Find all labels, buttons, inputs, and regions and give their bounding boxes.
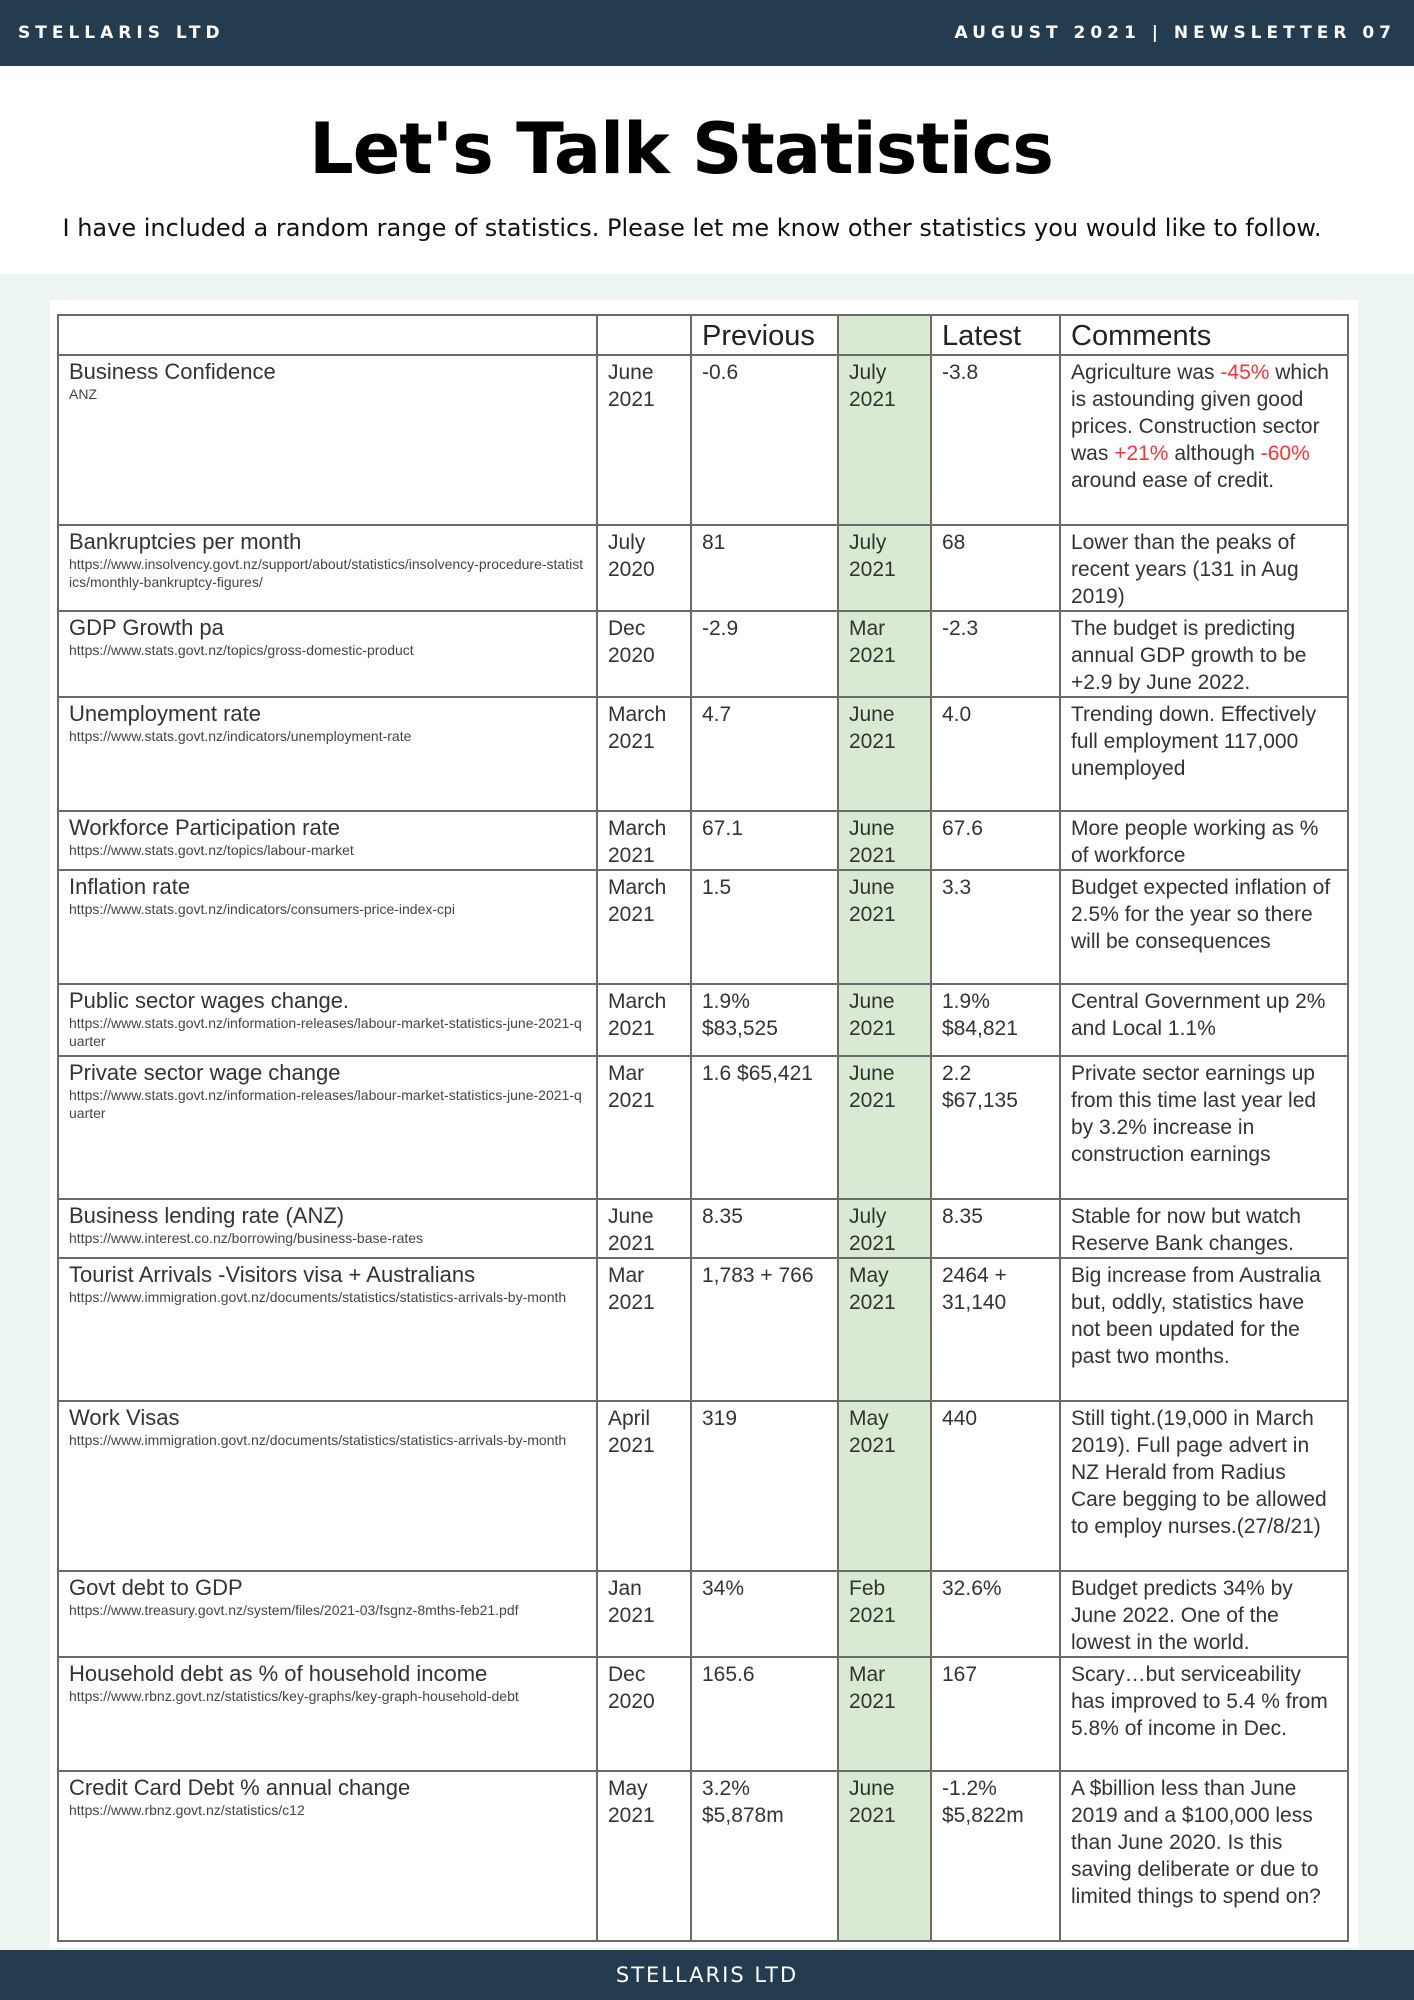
footer-bar bbox=[0, 1950, 1414, 2000]
statistic-source: https://www.rbnz.govt.nz/statistics/key-graphs/key-graph-household-debt bbox=[69, 1688, 519, 1704]
previous-value-cell: 1.9% $83,525 bbox=[691, 984, 838, 1056]
statistic-name: Workforce Participation rate bbox=[69, 815, 341, 840]
previous-value-cell: 1.5 bbox=[691, 870, 838, 984]
comment-cell: The budget is predicting annual GDP growth to be +2.9 by June 2022. bbox=[1060, 611, 1348, 697]
latest-date-cell: June 2021 bbox=[838, 984, 931, 1056]
latest-date-cell: June 2021 bbox=[838, 870, 931, 984]
latest-date-cell: Mar 2021 bbox=[838, 611, 931, 697]
previous-value-cell: 8.35 bbox=[691, 1199, 838, 1258]
statistic-name: Business lending rate (ANZ) bbox=[69, 1203, 345, 1228]
statistic-source: https://www.rbnz.govt.nz/statistics/c12 bbox=[69, 1802, 305, 1818]
table-row bbox=[58, 1056, 1348, 1199]
statistic-cell bbox=[58, 984, 597, 1056]
latest-date-cell: July 2021 bbox=[838, 525, 931, 611]
previous-date-cell: Dec 2020 bbox=[597, 611, 691, 697]
statistic-source: ANZ bbox=[69, 386, 97, 402]
comment-cell: More people working as % of workforce bbox=[1060, 811, 1348, 870]
previous-date-cell: July 2020 bbox=[597, 525, 691, 611]
statistic-source: https://www.stats.govt.nz/indicators/unemployment-rate bbox=[69, 728, 412, 744]
table-row bbox=[58, 1199, 1348, 1258]
latest-value-cell: 2.2 $67,135 bbox=[931, 1056, 1060, 1199]
statistic-cell bbox=[58, 1401, 597, 1571]
latest-value-cell: -3.8 bbox=[931, 355, 1060, 525]
latest-value-cell: 32.6% bbox=[931, 1571, 1060, 1657]
latest-value-cell: -2.3 bbox=[931, 611, 1060, 697]
statistic-name: Household debt as % of household income bbox=[69, 1661, 488, 1686]
previous-value-cell: 3.2% $5,878m bbox=[691, 1771, 838, 1941]
comment-cell: Budget expected inflation of 2.5% for the year so there will be consequences bbox=[1060, 870, 1348, 984]
issue-label: AUGUST 2021 | NEWSLETTER 07 bbox=[954, 23, 1396, 43]
table-row bbox=[58, 1258, 1348, 1401]
comment-cell: Budget predicts 34% by June 2022. One of the lowest in the world. bbox=[1060, 1571, 1348, 1657]
previous-value-cell: 4.7 bbox=[691, 697, 838, 811]
comment-part: Agriculture was bbox=[1071, 361, 1221, 384]
latest-value-cell: 440 bbox=[931, 1401, 1060, 1571]
statistic-name: Private sector wage change bbox=[69, 1060, 341, 1085]
previous-date-cell: Mar 2021 bbox=[597, 1056, 691, 1199]
header-latest-date bbox=[838, 315, 931, 355]
statistic-source: https://www.stats.govt.nz/topics/gross-domestic-product bbox=[69, 642, 414, 658]
previous-date-cell: April 2021 bbox=[597, 1401, 691, 1571]
statistic-source: https://www.immigration.govt.nz/documents/statistics/statistics-arrivals-by-month bbox=[69, 1289, 567, 1305]
table-row bbox=[58, 697, 1348, 811]
latest-value-cell: 167 bbox=[931, 1657, 1060, 1771]
comment-cell: Private sector earnings up from this time last year led by 3.2% increase in construction earnings bbox=[1060, 1056, 1348, 1199]
latest-date-cell: July 2021 bbox=[838, 1199, 931, 1258]
previous-date-cell: March 2021 bbox=[597, 984, 691, 1056]
comment-part: -60% bbox=[1260, 442, 1310, 465]
header-latest: Latest bbox=[931, 315, 1060, 355]
statistic-name: Govt debt to GDP bbox=[69, 1575, 243, 1600]
statistic-name: Credit Card Debt % annual change bbox=[69, 1775, 411, 1800]
table-row bbox=[58, 984, 1348, 1056]
statistic-source: https://www.stats.govt.nz/topics/labour-market bbox=[69, 842, 354, 858]
latest-date-cell: June 2021 bbox=[838, 1056, 931, 1199]
table-row bbox=[58, 611, 1348, 697]
previous-value-cell: 165.6 bbox=[691, 1657, 838, 1771]
latest-date-cell: Mar 2021 bbox=[838, 1657, 931, 1771]
previous-date-cell: Jan 2021 bbox=[597, 1571, 691, 1657]
statistic-source: https://www.immigration.govt.nz/documents/statistics/statistics-arrivals-by-month bbox=[69, 1432, 567, 1448]
previous-date-cell: March 2021 bbox=[597, 811, 691, 870]
previous-date-cell: May 2021 bbox=[597, 1771, 691, 1941]
previous-date-cell: March 2021 bbox=[597, 870, 691, 984]
latest-value-cell: 4.0 bbox=[931, 697, 1060, 811]
statistic-name: Inflation rate bbox=[69, 874, 191, 899]
comment-part: -45% bbox=[1220, 361, 1270, 384]
latest-date-cell: May 2021 bbox=[838, 1258, 931, 1401]
latest-date-cell: June 2021 bbox=[838, 1771, 931, 1941]
comment-cell: Stable for now but watch Reserve Bank changes. bbox=[1060, 1199, 1348, 1258]
comment-part: although bbox=[1168, 442, 1261, 465]
statistic-cell bbox=[58, 1258, 597, 1401]
latest-date-cell: June 2021 bbox=[838, 811, 931, 870]
statistic-cell bbox=[58, 1657, 597, 1771]
statistic-source: https://www.stats.govt.nz/information-releases/labour-market-statistics-june-2021-quarter bbox=[69, 1087, 582, 1121]
table-row bbox=[58, 1571, 1348, 1657]
table-row bbox=[58, 355, 1348, 525]
table-row bbox=[58, 811, 1348, 870]
statistic-cell bbox=[58, 1571, 597, 1657]
statistic-name: Public sector wages change. bbox=[69, 988, 350, 1013]
top-bar bbox=[0, 0, 1414, 66]
statistic-cell bbox=[58, 1199, 597, 1258]
statistic-name: Unemployment rate bbox=[69, 701, 261, 726]
comment-cell: Big increase from Australia but, oddly, statistics have not been updated for the past two months. bbox=[1060, 1258, 1348, 1401]
previous-value-cell: 67.1 bbox=[691, 811, 838, 870]
statistic-cell bbox=[58, 1771, 597, 1941]
latest-value-cell: 8.35 bbox=[931, 1199, 1060, 1258]
latest-date-cell: Feb 2021 bbox=[838, 1571, 931, 1657]
table-row bbox=[58, 1771, 1348, 1941]
latest-value-cell: 3.3 bbox=[931, 870, 1060, 984]
statistic-cell bbox=[58, 870, 597, 984]
comment-cell: Still tight.(19,000 in March 2019). Full page advert in NZ Herald from Radius Care begging to be allowed to employ nurses.(27/8/21) bbox=[1060, 1401, 1348, 1571]
previous-date-cell: Dec 2020 bbox=[597, 1657, 691, 1771]
table-row bbox=[58, 870, 1348, 984]
table-row bbox=[58, 1657, 1348, 1771]
statistic-name: Work Visas bbox=[69, 1405, 180, 1430]
latest-date-cell: July 2021 bbox=[838, 355, 931, 525]
statistic-source: https://www.stats.govt.nz/information-releases/labour-market-statistics-june-2021-quarter bbox=[69, 1015, 582, 1049]
previous-value-cell: 1.6 $65,421 bbox=[691, 1056, 838, 1199]
header-statistic bbox=[58, 315, 597, 355]
table-header-row bbox=[58, 315, 1348, 355]
statistic-cell bbox=[58, 611, 597, 697]
comment-part: which is astounding given good prices. Construction sector was bbox=[1071, 361, 1329, 465]
latest-value-cell: 1.9% $84,821 bbox=[931, 984, 1060, 1056]
latest-value-cell: 67.6 bbox=[931, 811, 1060, 870]
latest-value-cell: 2464 + 31,140 bbox=[931, 1258, 1060, 1401]
comment-cell bbox=[1060, 355, 1348, 525]
latest-value-cell: -1.2% $5,822m bbox=[931, 1771, 1060, 1941]
latest-value-cell: 68 bbox=[931, 525, 1060, 611]
header-previous: Previous bbox=[691, 315, 838, 355]
previous-value-cell: 1,783 + 766 bbox=[691, 1258, 838, 1401]
comment-cell: Scary…but serviceability has improved to 5.4 % from 5.8% of income in Dec. bbox=[1060, 1657, 1348, 1771]
statistic-name: GDP Growth pa bbox=[69, 615, 224, 640]
comment-cell: A $billion less than June 2019 and a $100,000 less than June 2020. Is this saving deliberate or due to limited things to spend on? bbox=[1060, 1771, 1348, 1941]
statistic-cell bbox=[58, 1056, 597, 1199]
statistic-cell bbox=[58, 355, 597, 525]
statistic-name: Business Confidence bbox=[69, 359, 276, 384]
statistic-name: Tourist Arrivals -Visitors visa + Australians bbox=[69, 1262, 476, 1287]
table-row bbox=[58, 525, 1348, 611]
previous-value-cell: 319 bbox=[691, 1401, 838, 1571]
statistic-source: https://www.interest.co.nz/borrowing/business-base-rates bbox=[69, 1230, 424, 1246]
table-row bbox=[58, 1401, 1348, 1571]
footer-text: STELLARIS LTD bbox=[615, 1963, 799, 1987]
previous-date-cell: June 2021 bbox=[597, 355, 691, 525]
previous-value-cell: -2.9 bbox=[691, 611, 838, 697]
comment-cell: Central Government up 2% and Local 1.1% bbox=[1060, 984, 1348, 1056]
statistic-cell bbox=[58, 525, 597, 611]
previous-value-cell: 34% bbox=[691, 1571, 838, 1657]
previous-value-cell: -0.6 bbox=[691, 355, 838, 525]
statistics-table bbox=[57, 314, 1349, 1942]
page-subtitle: I have included a random range of statistics. Please let me know other statistics you would like to follow. bbox=[62, 214, 1322, 242]
latest-date-cell: June 2021 bbox=[838, 697, 931, 811]
previous-value-cell: 81 bbox=[691, 525, 838, 611]
comment-cell: Lower than the peaks of recent years (131 in Aug 2019) bbox=[1060, 525, 1348, 611]
statistic-name: Bankruptcies per month bbox=[69, 529, 302, 554]
header-comments: Comments bbox=[1060, 315, 1348, 355]
statistic-cell bbox=[58, 697, 597, 811]
header-prev-date bbox=[597, 315, 691, 355]
comment-part: +21% bbox=[1114, 442, 1169, 465]
previous-date-cell: June 2021 bbox=[597, 1199, 691, 1258]
statistic-cell bbox=[58, 811, 597, 870]
statistic-source: https://www.treasury.govt.nz/system/files/2021-03/fsgnz-8mths-feb21.pdf bbox=[69, 1602, 519, 1618]
latest-date-cell: May 2021 bbox=[838, 1401, 931, 1571]
previous-date-cell: Mar 2021 bbox=[597, 1258, 691, 1401]
previous-date-cell: March 2021 bbox=[597, 697, 691, 811]
statistic-source: https://www.stats.govt.nz/indicators/consumers-price-index-cpi bbox=[69, 901, 455, 917]
comment-part: around ease of credit. bbox=[1071, 469, 1275, 492]
company-name: STELLARIS LTD bbox=[18, 23, 225, 43]
statistic-source: https://www.insolvency.govt.nz/support/about/statistics/insolvency-procedure-statistics/monthly-bankruptcy-figures/ bbox=[69, 556, 584, 590]
comment-cell: Trending down. Effectively full employment 117,000 unemployed bbox=[1060, 697, 1348, 811]
page-title: Let's Talk Statistics bbox=[309, 108, 1053, 190]
